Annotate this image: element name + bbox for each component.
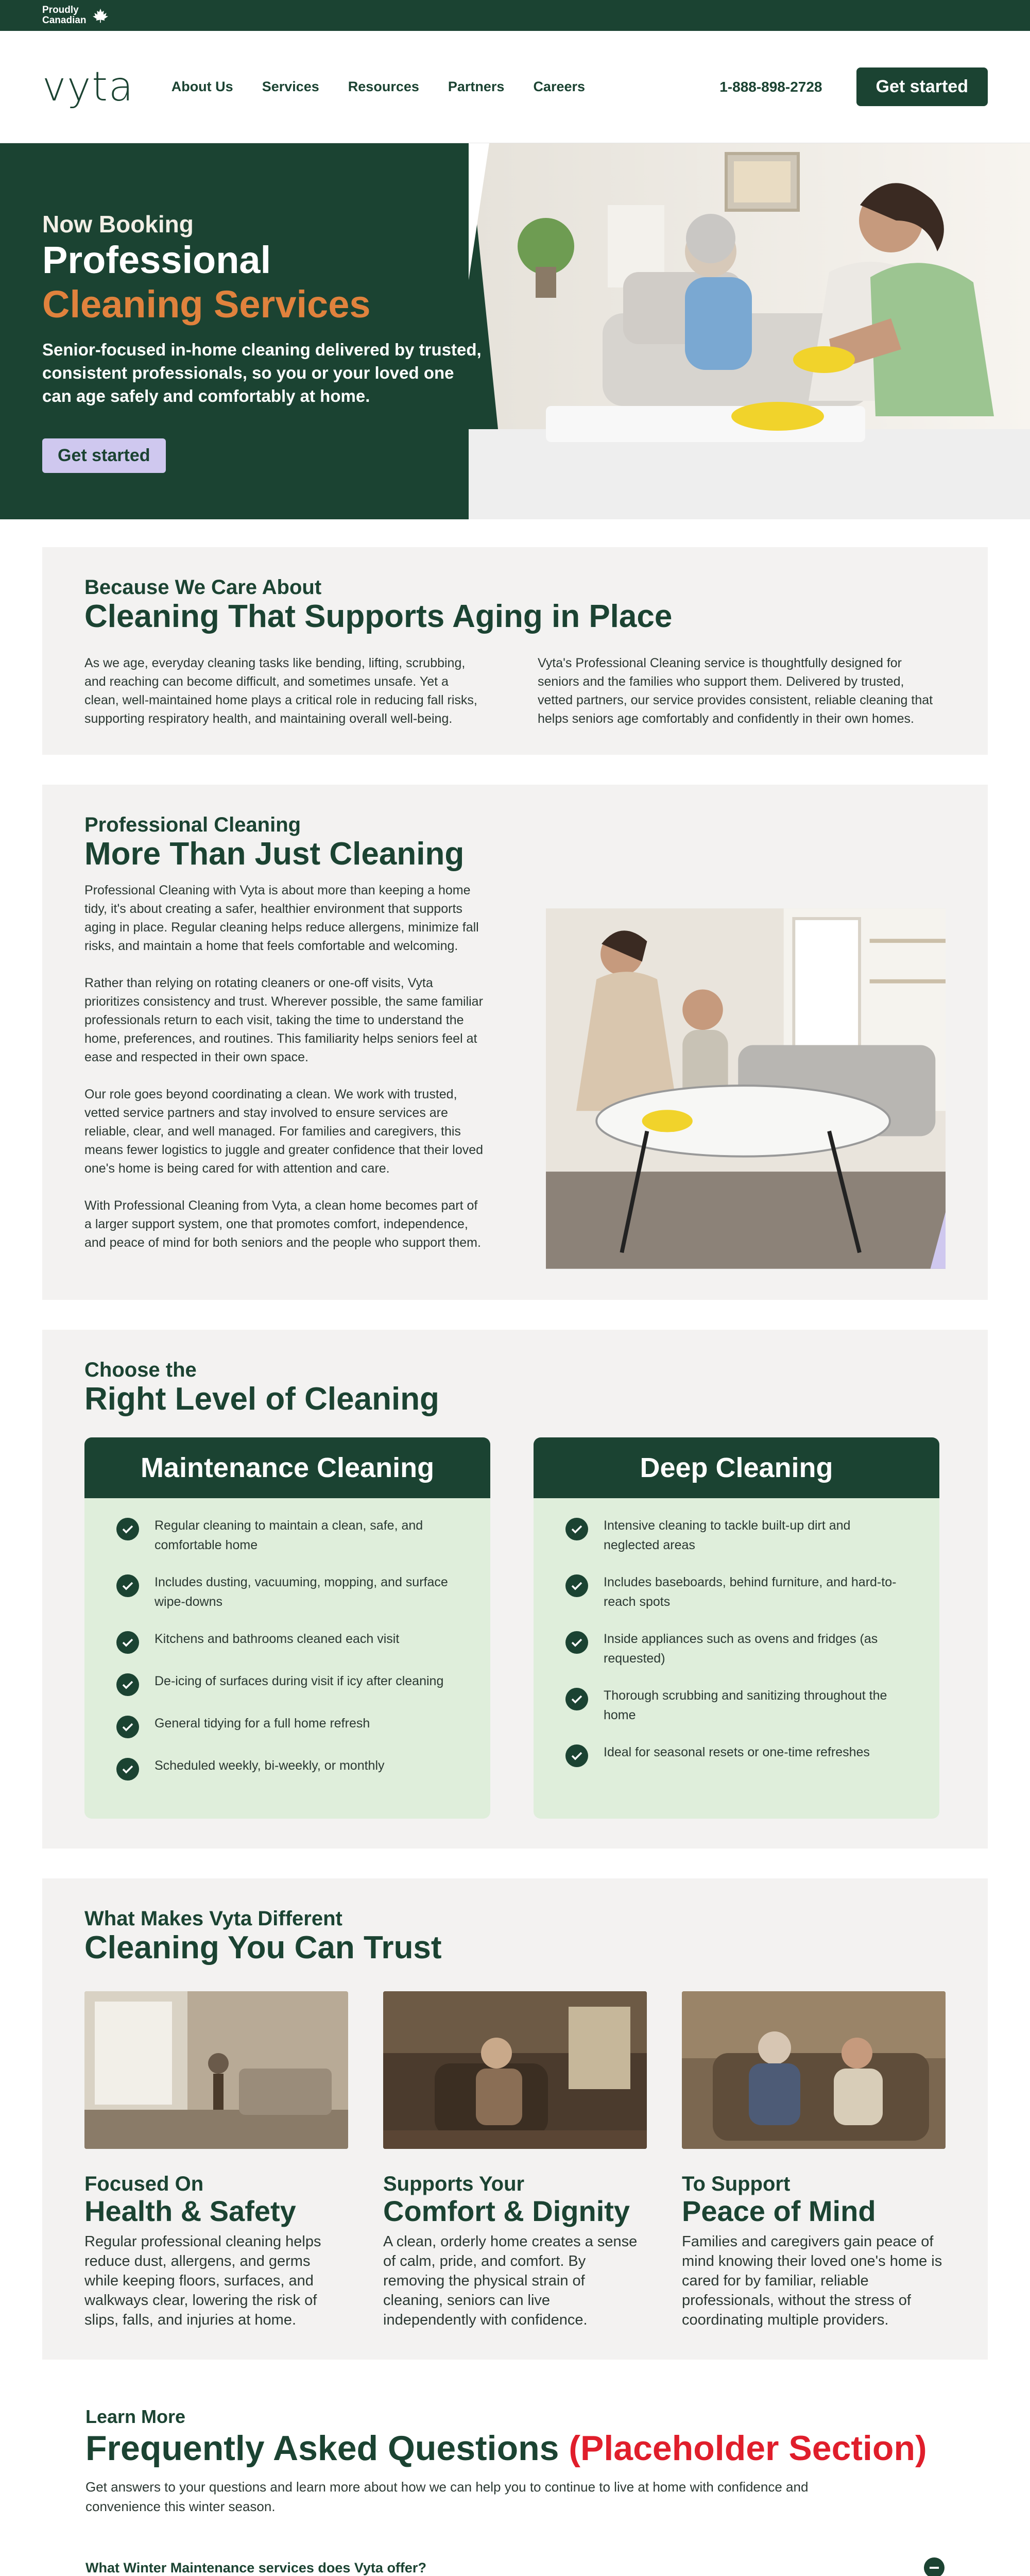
more-paragraph-3: Our role goes beyond coordinating a clean. We work with trusted, vetted service partners and stay involved to ensure services are reliable, clear, and well managed. For families and caregivers, this means fewer logistics to juggle and greater confidence that their loved one's home is being cared for with attention and care. [84,1087,484,1176]
cleaning-living-room-photo [546,905,946,1272]
more-title: More Than Just Cleaning [84,836,465,872]
checkmark-icon [116,1716,139,1738]
hero-banner [0,143,1030,519]
maintenance-item [116,1516,459,1555]
hero-kicker: Now Booking [42,211,194,238]
maintenance-item-label: Includes dusting, vacuuming, mopping, and surface wipe-downs [154,1575,448,1609]
maintenance-feature-list [84,1498,490,1781]
hero-title-line1: Professional [42,239,271,281]
senior-reading-photo [383,1991,647,2149]
maintenance-item [116,1714,459,1738]
deep-item-label: Includes baseboards, behind furniture, and hard-to-reach spots [604,1575,897,1609]
more-paragraph-1: Professional Cleaning with Vyta is about more than keeping a home tidy, it's about creating a safer, healthier environment that supports aging in place. Regular cleaning helps reduce allergens, minimize fall risks, and maintain a home that feels comfortable and welcoming. [84,883,479,953]
trust-column [682,1991,946,2330]
hero-text [42,210,485,473]
maintenance-item [116,1671,459,1696]
faq-kicker: Learn More [85,2406,186,2427]
trust-kicker: What Makes Vyta Different [84,1907,342,1930]
care-paragraph-2: Vyta's Professional Cleaning service is thoughtfully designed for seniors and the families who support them. Delivered by trusted, vetted partners, our service provides consistent, reliable cleaning that helps seniors age comfortably and confidently in their own homes. [538,656,933,726]
deep-item [565,1572,908,1612]
trust-title: Cleaning You Can Trust [84,1930,442,1965]
proudly-canadian [42,5,109,26]
faq-title-wrap [85,2428,945,2469]
checkmark-icon [116,1631,139,1654]
clean-living-room-photo [84,1991,348,2149]
trust-1-heading: Health & Safety [84,2195,296,2227]
trust-column [383,1991,647,2330]
faq-item[interactable] [85,2539,945,2576]
checkmark-icon [116,1673,139,1696]
more-kicker: Professional Cleaning [84,814,301,836]
deep-item [565,1629,908,1668]
nav-careers[interactable]: Careers [533,79,586,94]
faq-section [85,2406,945,2576]
maple-leaf-icon [92,8,109,23]
checkmark-icon [565,1688,588,1710]
nav-resources[interactable]: Resources [348,79,419,94]
checkmark-icon [565,1631,588,1654]
faq-title: Frequently Asked Questions [85,2429,559,2468]
header-phone-link[interactable]: 1-888-898-2728 [719,78,822,95]
family-conversation-photo [682,1991,946,2149]
maintenance-item [116,1629,459,1654]
maintenance-item-label: Kitchens and bathrooms cleaned each visit [154,1632,400,1646]
checkmark-icon [116,1518,139,1540]
deep-item-label: Inside appliances such as ovens and fridges (as requested) [604,1632,878,1666]
trust-3-kicker: To Support [682,2173,791,2195]
deep-item-label: Thorough scrubbing and sanitizing throughout the home [604,1688,887,1722]
hero-subtitle: Senior-focused in-home cleaning delivered by trusted, consistent professionals, so you or your loved one can age safely and comfortably at home. [42,340,482,405]
trust-section [42,1878,988,2360]
hero-cleaning-photo [469,143,1030,519]
maintenance-item [116,1572,459,1612]
deep-item [565,1686,908,1725]
trust-3-heading: Peace of Mind [682,2195,876,2227]
main-nav [171,79,585,95]
care-kicker: Because We Care About [84,576,322,599]
deep-cleaning-card [534,1437,939,1819]
hero-get-started-button[interactable]: Get started [42,438,166,473]
levels-kicker: Choose the [84,1359,197,1381]
trust-3-body: Families and caregivers gain peace of mind knowing their loved one's home is cared for by familiar, reliable professionals, without the stress of coordinating multiple providers. [682,2233,942,2328]
maintenance-item-label: Regular cleaning to maintain a clean, safe, and comfortable home [154,1518,423,1552]
maintenance-cleaning-card [84,1437,490,1819]
canadian-label: Canadian [42,15,87,26]
trust-column [84,1991,348,2330]
nav-services[interactable]: Services [262,79,319,94]
trust-2-kicker: Supports Your [383,2173,525,2195]
faq-intro: Get answers to your questions and learn more about how we can help you to continue to live at home with confidence and convenience this winter season. [85,2479,809,2514]
site-header [0,31,1030,143]
more-paragraph-2: Rather than relying on rotating cleaners or one-off visits, Vyta prioritizes consistency and trust. Wherever possible, the same familiar professionals return to each visit, taking the time to understand the home, preferences, and routines. This familiarity helps seniors feel at ease and respected in their own space. [84,976,483,1064]
maintenance-card-title: Maintenance Cleaning [84,1437,490,1498]
maintenance-item-label: Scheduled weekly, bi-weekly, or monthly [154,1758,385,1773]
proudly-label: Proudly [42,5,79,15]
care-section [42,547,988,755]
deep-item [565,1742,908,1767]
deep-card-title: Deep Cleaning [534,1437,939,1498]
header-get-started-button[interactable]: Get started [856,67,988,106]
nav-partners[interactable]: Partners [448,79,505,94]
collapse-icon[interactable]: − [924,2557,945,2576]
top-strip [0,0,1030,31]
deep-feature-list [534,1498,939,1767]
trust-1-body: Regular professional cleaning helps reduce dust, allergens, and germs while keeping floors, surfaces, and walkways clear, lowering the risk of slips, falls, and injuries at home. [84,2233,321,2328]
trust-2-body: A clean, orderly home creates a sense of calm, pride, and comfort. By removing the physical strain of cleaning, seniors can live independently with confidence. [383,2233,638,2328]
cleaning-levels-section [42,1330,988,1849]
nav-about-us[interactable]: About Us [171,79,233,94]
care-title: Cleaning That Supports Aging in Place [84,599,673,634]
faq-placeholder-tag: (Placeholder Section) [569,2429,927,2468]
deep-item-label: Ideal for seasonal resets or one-time refreshes [604,1745,870,1759]
care-paragraph-1: As we age, everyday cleaning tasks like bending, lifting, scrubbing, and reaching can become difficult, and sometimes unsafe. Yet a clean, well-maintained home plays a critical role in reducing fall risks, supporting respiratory health, and maintaining overall well-being. [84,656,477,726]
checkmark-icon [565,1574,588,1597]
faq-question[interactable]: What Winter Maintenance services does Vyta offer? [85,2560,426,2575]
checkmark-icon [116,1574,139,1597]
deep-item-label: Intensive cleaning to tackle built-up dirt and neglected areas [604,1518,851,1552]
trust-1-kicker: Focused On [84,2173,204,2195]
trust-2-heading: Comfort & Dignity [383,2195,630,2227]
vyta-logo[interactable]: vyta [42,63,134,110]
deep-item [565,1516,908,1555]
more-than-cleaning-section [42,785,988,1300]
checkmark-icon [565,1744,588,1767]
hero-title-line2: Cleaning Services [42,283,371,326]
levels-title: Right Level of Cleaning [84,1381,439,1417]
maintenance-item [116,1756,459,1781]
more-paragraph-4: With Professional Cleaning from Vyta, a clean home becomes part of a larger support system, one that promotes comfort, independence, and peace of mind for both seniors and the people who support them. [84,1198,481,1250]
faq-list [85,2539,945,2576]
checkmark-icon [565,1518,588,1540]
maintenance-item-label: General tidying for a full home refresh [154,1716,370,1731]
maintenance-item-label: De-icing of surfaces during visit if icy after cleaning [154,1674,444,1688]
checkmark-icon [116,1758,139,1781]
